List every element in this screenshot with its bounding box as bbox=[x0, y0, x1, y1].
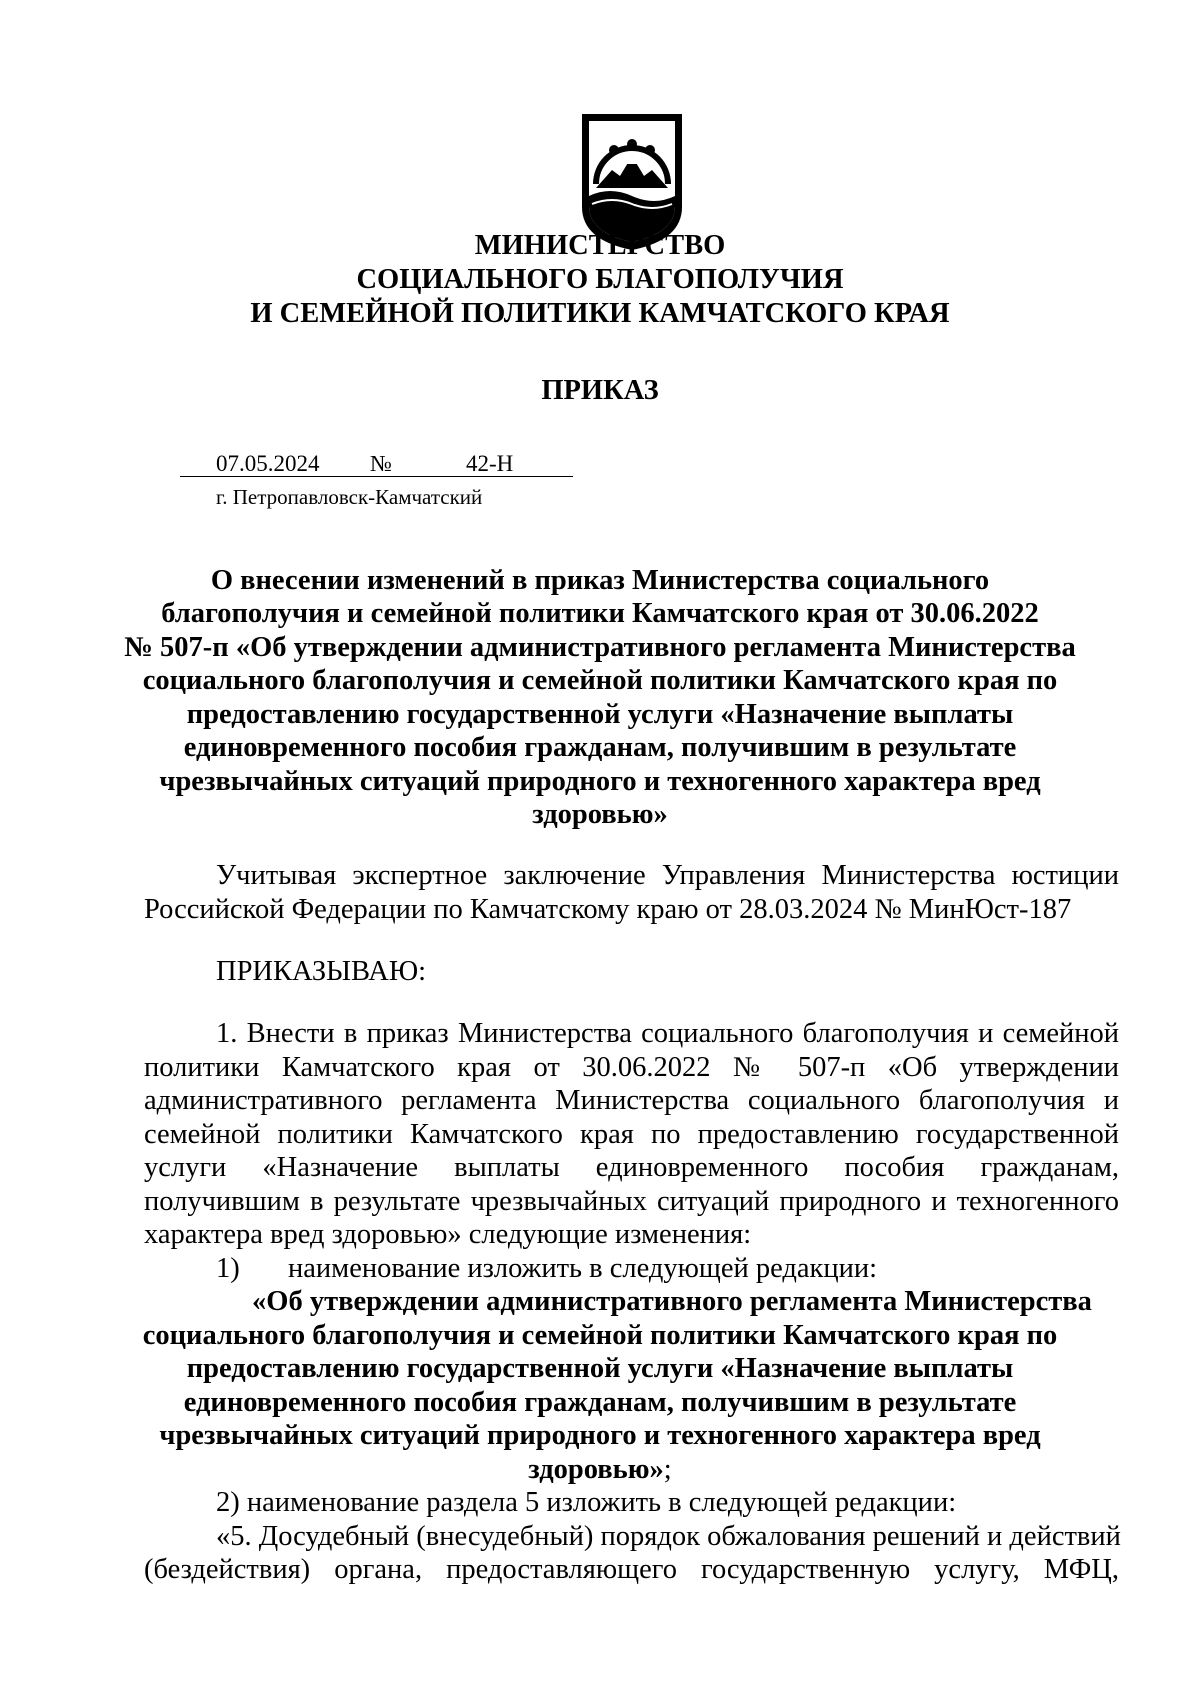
number-sign: № bbox=[370, 451, 392, 476]
city-name: г. Петропавловск-Камчатский bbox=[216, 485, 483, 509]
subject-line: № 507-п «Об утверждении административного регламента Министерства bbox=[124, 632, 1076, 663]
section-5-line: (бездействия) органа, предоставляющего государственную услугу, МФЦ, bbox=[144, 1554, 1119, 1585]
ministry-name-line-3: И СЕМЕЙНОЙ ПОЛИТИКИ КАМЧАТСКОГО КРАЯ bbox=[250, 298, 950, 329]
subject-line: благополучия и семейной политики Камчатского края от 30.06.2022 bbox=[161, 598, 1039, 629]
item-1-line: административного регламента Министерства социального благополучия и bbox=[144, 1085, 1119, 1116]
order-number: 42-Н bbox=[466, 451, 514, 476]
new-name-line: социального благополучия и семейной политики Камчатского края по bbox=[142, 1320, 1058, 1351]
new-name-line bbox=[100, 1453, 1100, 1487]
subitem-1-number: 1) bbox=[216, 1253, 240, 1284]
subitem-1-text: наименование изложить в следующей редакции: bbox=[288, 1253, 878, 1284]
item-1-line: политики Камчатского края от 30.06.2022 № 507-п «Об утверждении bbox=[144, 1052, 1119, 1083]
order-date: 07.05.2024 bbox=[216, 451, 320, 476]
new-name-last-bold: здоровью» bbox=[528, 1454, 664, 1485]
new-name-line: единовременного пособия гражданам, получившим в результате bbox=[183, 1387, 1017, 1418]
preamble-line: Российской Федерации по Камчатскому краю от 28.03.2024 № МинЮст-187 bbox=[144, 894, 1072, 925]
new-name-semicolon: ; bbox=[663, 1454, 672, 1485]
preamble-line: Учитывая экспертное заключение Управления Министерства юстиции bbox=[216, 860, 1119, 891]
new-name-line: «Об утверждении административного регламента Министерства bbox=[252, 1286, 1092, 1317]
ministry-name-line-1: МИНИСТЕРСТВО bbox=[474, 230, 726, 261]
item-1-line: услуги «Назначение выплаты единовременного пособия гражданам, bbox=[144, 1152, 1119, 1183]
section-5-line: «5. Досудебный (внесудебный) порядок обжалования решений и действий bbox=[216, 1521, 1121, 1552]
subject-line: О внесении изменений в приказ Министерства социального bbox=[210, 565, 990, 596]
item-1-line: 1. Внести в приказ Министерства социального благополучия и семейной bbox=[216, 1018, 1119, 1049]
subject-line: предоставлению государственной услуги «Назначение выплаты bbox=[186, 699, 1014, 730]
order-directive: ПРИКАЗЫВАЮ: bbox=[216, 956, 427, 987]
item-1-line: получившим в результате чрезвычайных ситуаций природного и техногенного bbox=[144, 1186, 1119, 1217]
subject-line: единовременного пособия гражданам, получившим в результате bbox=[183, 732, 1017, 763]
subject-line: чрезвычайных ситуаций природного и техногенного характера вред bbox=[159, 766, 1041, 797]
new-name-line: предоставлению государственной услуги «Назначение выплаты bbox=[186, 1353, 1014, 1384]
item-1-line: характера вред здоровью» следующие изменения: bbox=[144, 1219, 752, 1250]
subitem-2: 2) наименование раздела 5 изложить в следующей редакции: bbox=[216, 1487, 957, 1518]
subject-line: социального благополучия и семейной политики Камчатского края по bbox=[142, 665, 1058, 696]
item-1-line: семейной политики Камчатского края по предоставлению государственной bbox=[144, 1119, 1119, 1150]
order-title: ПРИКАЗ bbox=[541, 375, 659, 406]
new-name-line: чрезвычайных ситуаций природного и техногенного характера вред bbox=[159, 1420, 1041, 1451]
ministry-name-line-2: СОЦИАЛЬНОГО БЛАГОПОЛУЧИЯ bbox=[356, 264, 844, 295]
subject-line: здоровью» bbox=[532, 799, 668, 830]
